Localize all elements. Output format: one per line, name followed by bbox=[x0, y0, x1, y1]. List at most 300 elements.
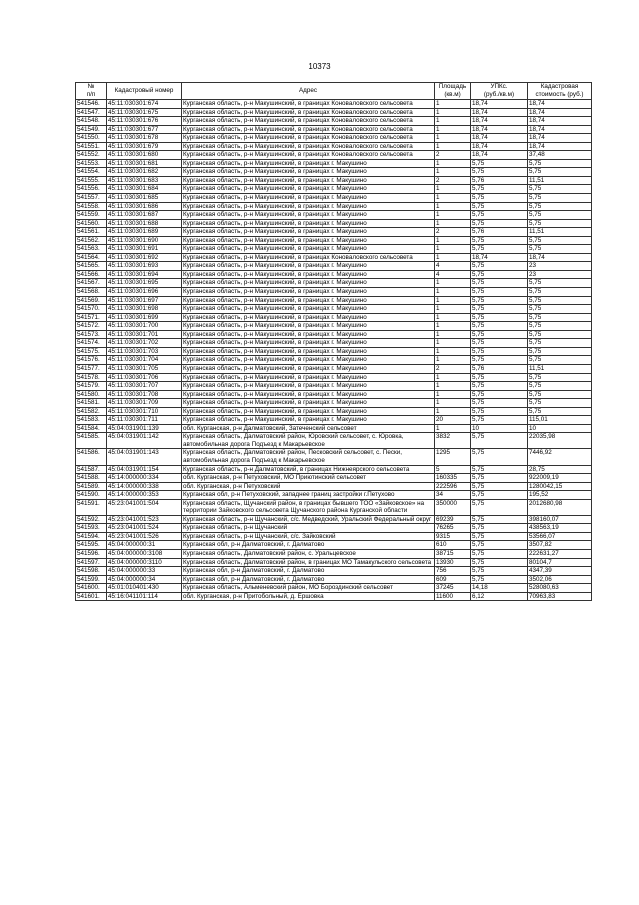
cadastral-number-cell: 45:23:041001:526 bbox=[107, 532, 182, 541]
cadastral-value-cell: 5,75 bbox=[528, 194, 592, 203]
cadastral-value-cell: 23 bbox=[528, 262, 592, 271]
cadastral-number-cell: 45:11:030301:711 bbox=[107, 416, 182, 425]
cadastral-number-cell: 45:11:030301:678 bbox=[107, 134, 182, 143]
unit-value-cell: 5,75 bbox=[471, 288, 528, 297]
unit-value-cell: 18,74 bbox=[471, 134, 528, 143]
area-cell: 1 bbox=[435, 279, 471, 288]
cadastral-number-cell: 45:04:000000:3108 bbox=[107, 549, 182, 558]
cadastral-number-cell: 45:11:030301:681 bbox=[107, 159, 182, 168]
cadastral-value-cell: 222631,27 bbox=[528, 549, 592, 558]
table-row bbox=[76, 592, 592, 601]
table-row bbox=[76, 382, 592, 391]
address-cell: обл. Курганская, р-н Петуховский bbox=[182, 482, 435, 491]
cadastral-value-cell: 5,75 bbox=[528, 382, 592, 391]
cadastral-number-cell: 45:04:031901:143 bbox=[107, 449, 182, 465]
address-cell: Курганская область, Далматовский район, в границах МО Тамакульского сельсовета bbox=[182, 558, 435, 567]
area-cell: 1 bbox=[435, 211, 471, 220]
cadastral-number-cell: 45:11:030301:679 bbox=[107, 142, 182, 151]
address-cell: Курганская область, р-н Макушинский, в границах г. Макушино bbox=[182, 339, 435, 348]
unit-value-cell: 5,76 bbox=[471, 228, 528, 237]
cadastral-value-cell: 5,75 bbox=[528, 245, 592, 254]
table-row bbox=[76, 100, 592, 109]
row-number-cell: 541600. bbox=[76, 584, 107, 593]
area-cell: 1 bbox=[435, 125, 471, 134]
cadastral-value-cell: 23 bbox=[528, 270, 592, 279]
row-number-cell: 541574. bbox=[76, 339, 107, 348]
area-cell: 2 bbox=[435, 228, 471, 237]
unit-value-cell: 5,75 bbox=[471, 270, 528, 279]
area-cell: 160335 bbox=[435, 474, 471, 483]
cadastral-number-cell: 45:04:031901:139 bbox=[107, 424, 182, 433]
table-row bbox=[76, 108, 592, 117]
unit-value-cell: 5,75 bbox=[471, 499, 528, 515]
row-number-cell: 541562. bbox=[76, 236, 107, 245]
unit-value-cell: 18,74 bbox=[471, 142, 528, 151]
area-cell: 5 bbox=[435, 465, 471, 474]
area-cell: 2 bbox=[435, 364, 471, 373]
unit-value-cell: 5,75 bbox=[471, 219, 528, 228]
address-cell: Курганская область, р-н Макушинский, в границах г. Макушино bbox=[182, 279, 435, 288]
cadastral-value-cell: 3507,82 bbox=[528, 541, 592, 550]
address-cell: Курганская область, р-н Макушинский, в границах Коноваловского сельсовета bbox=[182, 142, 435, 151]
address-cell: Курганская область, р-н Макушинский, в границах г. Макушино bbox=[182, 185, 435, 194]
area-cell: 37245 bbox=[435, 584, 471, 593]
unit-value-cell: 5,75 bbox=[471, 515, 528, 524]
address-cell: Курганская область, р-н Макушинский, в границах г. Макушино bbox=[182, 270, 435, 279]
row-number-cell: 541590. bbox=[76, 491, 107, 500]
row-number-cell: 541547. bbox=[76, 108, 107, 117]
unit-value-cell: 5,76 bbox=[471, 176, 528, 185]
row-number-cell: 541586. bbox=[76, 449, 107, 465]
address-cell: Курганская область, р-н Макушинский, в границах г. Макушино bbox=[182, 416, 435, 425]
row-number-cell: 541598. bbox=[76, 567, 107, 576]
area-cell: 1 bbox=[435, 194, 471, 203]
row-number-cell: 541568. bbox=[76, 288, 107, 297]
cadastral-number-cell: 45:11:030301:700 bbox=[107, 322, 182, 331]
cadastral-value-cell: 5,75 bbox=[528, 330, 592, 339]
area-cell: 1 bbox=[435, 424, 471, 433]
cadastral-value-cell: 18,74 bbox=[528, 100, 592, 109]
cadastral-number-cell: 45:14:000000:334 bbox=[107, 474, 182, 483]
table-header-row bbox=[76, 83, 592, 100]
cadastral-value-cell: 18,74 bbox=[528, 125, 592, 134]
area-cell: 1 bbox=[435, 168, 471, 177]
table-row bbox=[76, 399, 592, 408]
row-number-cell: 541548. bbox=[76, 117, 107, 126]
unit-value-cell: 18,74 bbox=[471, 117, 528, 126]
area-cell: 1 bbox=[435, 305, 471, 314]
unit-value-cell: 5,75 bbox=[471, 382, 528, 391]
table-body bbox=[76, 100, 592, 601]
row-number-cell: 541587. bbox=[76, 465, 107, 474]
cadastral-value-cell: 5,75 bbox=[528, 356, 592, 365]
area-cell: 1295 bbox=[435, 449, 471, 465]
cadastral-value-cell: 195,52 bbox=[528, 491, 592, 500]
row-number-cell: 541571. bbox=[76, 313, 107, 322]
cadastral-number-cell: 45:11:030301:705 bbox=[107, 364, 182, 373]
table-row bbox=[76, 159, 592, 168]
cadastral-value-cell: 5,75 bbox=[528, 322, 592, 331]
cadastral-number-cell: 45:11:030301:687 bbox=[107, 211, 182, 220]
address-cell: Курганская область, р-н Макушинский, в границах г. Макушино bbox=[182, 382, 435, 391]
table-row bbox=[76, 296, 592, 305]
address-cell: Курганская область, р-н Макушинский, в границах Коноваловского сельсовета bbox=[182, 253, 435, 262]
page-number: 10373 bbox=[308, 62, 331, 71]
area-cell: 2 bbox=[435, 176, 471, 185]
cadastral-value-cell: 2012680,98 bbox=[528, 499, 592, 515]
unit-value-cell: 5,75 bbox=[471, 305, 528, 314]
cadastral-value-cell: 53566,07 bbox=[528, 532, 592, 541]
area-cell: 9315 bbox=[435, 532, 471, 541]
area-cell: 1 bbox=[435, 142, 471, 151]
area-cell: 756 bbox=[435, 567, 471, 576]
unit-value-cell: 5,75 bbox=[471, 407, 528, 416]
row-number-cell: 541581. bbox=[76, 399, 107, 408]
area-cell: 1 bbox=[435, 330, 471, 339]
header-area: Площадь (кв.м) bbox=[435, 83, 471, 100]
cadastral-number-cell: 45:23:041001:524 bbox=[107, 524, 182, 533]
cadastral-value-cell: 18,74 bbox=[528, 142, 592, 151]
unit-value-cell: 5,75 bbox=[471, 245, 528, 254]
unit-value-cell: 6,12 bbox=[471, 592, 528, 601]
table-row bbox=[76, 499, 592, 515]
address-cell: Курганская область, р-н Макушинский, в границах г. Макушино bbox=[182, 296, 435, 305]
unit-value-cell: 5,75 bbox=[471, 339, 528, 348]
table-row bbox=[76, 245, 592, 254]
address-cell: Курганская область, Щучанский район, в границах бывшего ТОО «Зайковское» на территории Зайковского сельсовета Щучанского района Курганской области bbox=[182, 499, 435, 515]
row-number-cell: 541557. bbox=[76, 194, 107, 203]
address-cell: Курганская область, Далматовский район, с. Уральцевское bbox=[182, 549, 435, 558]
table-row bbox=[76, 253, 592, 262]
address-cell: Курганская область, р-н Макушинский, в границах Коноваловского сельсовета bbox=[182, 134, 435, 143]
address-cell: Курганская область, р-н Щучанский, с/с. Медведский, Уральский Федеральный округ bbox=[182, 515, 435, 524]
table-row bbox=[76, 482, 592, 491]
row-number-cell: 541577. bbox=[76, 364, 107, 373]
unit-value-cell: 18,74 bbox=[471, 100, 528, 109]
unit-value-cell: 18,74 bbox=[471, 253, 528, 262]
cadastral-value-cell: 115,01 bbox=[528, 416, 592, 425]
table-row bbox=[76, 134, 592, 143]
row-number-cell: 541564. bbox=[76, 253, 107, 262]
address-cell: Курганская обл, р-н Далматовский, г. Далматово bbox=[182, 567, 435, 576]
unit-value-cell: 18,74 bbox=[471, 151, 528, 160]
area-cell: 1 bbox=[435, 117, 471, 126]
cadastral-value-cell: 5,75 bbox=[528, 185, 592, 194]
cadastral-value-cell: 28,75 bbox=[528, 465, 592, 474]
table-row bbox=[76, 322, 592, 331]
unit-value-cell: 5,75 bbox=[471, 524, 528, 533]
table-row bbox=[76, 211, 592, 220]
unit-value-cell: 5,75 bbox=[471, 416, 528, 425]
address-cell: Курганская область, р-н Щучанский, с/с. Зайковский bbox=[182, 532, 435, 541]
table-row bbox=[76, 449, 592, 465]
address-cell: Курганская область, р-н Макушинский, в границах г. Макушино bbox=[182, 219, 435, 228]
row-number-cell: 541576. bbox=[76, 356, 107, 365]
row-number-cell: 541588. bbox=[76, 474, 107, 483]
cadastral-value-cell: 5,75 bbox=[528, 305, 592, 314]
area-cell: 350000 bbox=[435, 499, 471, 515]
cadastral-value-cell: 37,48 bbox=[528, 151, 592, 160]
cadastral-value-cell: 5,75 bbox=[528, 279, 592, 288]
row-number-cell: 541569. bbox=[76, 296, 107, 305]
unit-value-cell: 5,75 bbox=[471, 433, 528, 449]
row-number-cell: 541580. bbox=[76, 390, 107, 399]
table-row bbox=[76, 228, 592, 237]
row-number-cell: 541556. bbox=[76, 185, 107, 194]
cadastral-number-cell: 45:11:030301:689 bbox=[107, 228, 182, 237]
cadastral-value-cell: 11,51 bbox=[528, 228, 592, 237]
unit-value-cell: 5,75 bbox=[471, 482, 528, 491]
unit-value-cell: 5,75 bbox=[471, 399, 528, 408]
address-cell: Курганская область, р-н Макушинский, в границах г. Макушино bbox=[182, 262, 435, 271]
area-cell: 4 bbox=[435, 270, 471, 279]
unit-value-cell: 5,75 bbox=[471, 567, 528, 576]
area-cell: 1 bbox=[435, 399, 471, 408]
cadastral-value-cell: 7446,92 bbox=[528, 449, 592, 465]
address-cell: Курганская область, Далматовский район, Песковский сельсовет, с. Пески, автомобильная дорога Подъезд к Макарьевское bbox=[182, 449, 435, 465]
unit-value-cell: 5,75 bbox=[471, 159, 528, 168]
header-row-number: № п/п bbox=[76, 83, 107, 100]
address-cell: Курганская область, р-н Макушинский, в границах г. Макушино bbox=[182, 347, 435, 356]
table-row bbox=[76, 474, 592, 483]
row-number-cell: 541583. bbox=[76, 416, 107, 425]
unit-value-cell: 5,75 bbox=[471, 236, 528, 245]
cadastral-number-cell: 45:11:030301:691 bbox=[107, 245, 182, 254]
address-cell: Курганская область, р-н Макушинский, в границах г. Макушино bbox=[182, 168, 435, 177]
cadastral-number-cell: 45:23:041001:504 bbox=[107, 499, 182, 515]
address-cell: Курганская область, р-н Макушинский, в границах г. Макушино bbox=[182, 176, 435, 185]
area-cell: 1 bbox=[435, 382, 471, 391]
cadastral-number-cell: 45:11:030301:675 bbox=[107, 108, 182, 117]
cadastral-value-cell: 70963,83 bbox=[528, 592, 592, 601]
row-number-cell: 541601. bbox=[76, 592, 107, 601]
cadastral-number-cell: 45:14:000000:338 bbox=[107, 482, 182, 491]
area-cell: 3832 bbox=[435, 433, 471, 449]
table-row bbox=[76, 549, 592, 558]
table-row bbox=[76, 202, 592, 211]
row-number-cell: 541578. bbox=[76, 373, 107, 382]
cadastral-value-cell: 5,75 bbox=[528, 373, 592, 382]
unit-value-cell: 5,75 bbox=[471, 549, 528, 558]
cadastral-register-table bbox=[75, 82, 592, 601]
row-number-cell: 541570. bbox=[76, 305, 107, 314]
area-cell: 38715 bbox=[435, 549, 471, 558]
address-cell: Курганская область, Альменевский район, МО Бороздинский сельсовет bbox=[182, 584, 435, 593]
address-cell: Курганская область, р-н Макушинский, в границах Коноваловского сельсовета bbox=[182, 117, 435, 126]
cadastral-number-cell: 45:11:030301:699 bbox=[107, 313, 182, 322]
row-number-cell: 541558. bbox=[76, 202, 107, 211]
cadastral-number-cell: 45:11:030301:706 bbox=[107, 373, 182, 382]
table-row bbox=[76, 270, 592, 279]
address-cell: обл. Курганская, р-н Далматовский, Затеченский сельсовет bbox=[182, 424, 435, 433]
unit-value-cell: 5,75 bbox=[471, 474, 528, 483]
unit-value-cell: 5,75 bbox=[471, 279, 528, 288]
cadastral-value-cell: 5,75 bbox=[528, 399, 592, 408]
cadastral-value-cell: 3502,06 bbox=[528, 575, 592, 584]
cadastral-value-cell: 5,75 bbox=[528, 390, 592, 399]
area-cell: 609 bbox=[435, 575, 471, 584]
cadastral-number-cell: 45:04:000000:33 bbox=[107, 567, 182, 576]
row-number-cell: 541572. bbox=[76, 322, 107, 331]
header-address: Адрес bbox=[182, 83, 435, 100]
table-row bbox=[76, 584, 592, 593]
unit-value-cell: 5,75 bbox=[471, 211, 528, 220]
area-cell: 11600 bbox=[435, 592, 471, 601]
area-cell: 4 bbox=[435, 262, 471, 271]
cadastral-number-cell: 45:11:030301:697 bbox=[107, 296, 182, 305]
area-cell: 222596 bbox=[435, 482, 471, 491]
area-cell: 1 bbox=[435, 322, 471, 331]
unit-value-cell: 5,75 bbox=[471, 168, 528, 177]
unit-value-cell: 18,74 bbox=[471, 108, 528, 117]
row-number-cell: 541592. bbox=[76, 515, 107, 524]
address-cell: Курганская область, р-н Макушинский, в границах г. Макушино bbox=[182, 245, 435, 254]
cadastral-number-cell: 45:11:030301:710 bbox=[107, 407, 182, 416]
unit-value-cell: 5,75 bbox=[471, 390, 528, 399]
cadastral-value-cell: 528080,63 bbox=[528, 584, 592, 593]
cadastral-number-cell: 45:11:030301:677 bbox=[107, 125, 182, 134]
unit-value-cell: 5,76 bbox=[471, 364, 528, 373]
address-cell: Курганская область, р-н Макушинский, в границах г. Макушино bbox=[182, 364, 435, 373]
row-number-cell: 541566. bbox=[76, 270, 107, 279]
area-cell: 1 bbox=[435, 159, 471, 168]
area-cell: 1 bbox=[435, 202, 471, 211]
header-cadastral-number: Кадастровый номер bbox=[107, 83, 182, 100]
row-number-cell: 541579. bbox=[76, 382, 107, 391]
cadastral-value-cell: 5,75 bbox=[528, 296, 592, 305]
area-cell: 1 bbox=[435, 339, 471, 348]
address-cell: обл. Курганская, р-н Петуховский, МО Приютинский сельсовет bbox=[182, 474, 435, 483]
address-cell: Курганская область, р-н Макушинский, в границах г. Макушино bbox=[182, 194, 435, 203]
cadastral-value-cell: 18,74 bbox=[528, 108, 592, 117]
cadastral-value-cell: 5,75 bbox=[528, 211, 592, 220]
area-cell: 76265 bbox=[435, 524, 471, 533]
table-row bbox=[76, 532, 592, 541]
row-number-cell: 541551. bbox=[76, 142, 107, 151]
area-cell: 34 bbox=[435, 491, 471, 500]
table-row bbox=[76, 219, 592, 228]
row-number-cell: 541582. bbox=[76, 407, 107, 416]
address-cell: Курганская область, р-н Макушинский, в границах Коноваловского сельсовета bbox=[182, 108, 435, 117]
cadastral-number-cell: 45:11:030301:708 bbox=[107, 390, 182, 399]
address-cell: Курганская область, р-н Макушинский, в границах г. Макушино bbox=[182, 330, 435, 339]
cadastral-value-cell: 5,75 bbox=[528, 219, 592, 228]
address-cell: Курганская область, р-н Макушинский, в границах г. Макушино bbox=[182, 399, 435, 408]
address-cell: Курганская область, Далматовский район, Юровский сельсовет, с. Юровка, автомобильная дорога Подъезд к Макарьевское bbox=[182, 433, 435, 449]
unit-value-cell: 18,74 bbox=[471, 125, 528, 134]
cadastral-number-cell: 45:04:000000:31 bbox=[107, 541, 182, 550]
address-cell: Курганская область, р-н Макушинский, в границах г. Макушино bbox=[182, 211, 435, 220]
area-cell: 69239 bbox=[435, 515, 471, 524]
unit-value-cell: 14,18 bbox=[471, 584, 528, 593]
address-cell: Курганская область, р-н Макушинский, в границах Коноваловского сельсовета bbox=[182, 100, 435, 109]
row-number-cell: 541575. bbox=[76, 347, 107, 356]
row-number-cell: 541595. bbox=[76, 541, 107, 550]
row-number-cell: 541596. bbox=[76, 549, 107, 558]
unit-value-cell: 5,75 bbox=[471, 449, 528, 465]
address-cell: Курганская область, р-н Макушинский, в границах г. Макушино bbox=[182, 202, 435, 211]
cadastral-number-cell: 45:11:030301:676 bbox=[107, 117, 182, 126]
cadastral-number-cell: 45:11:030301:690 bbox=[107, 236, 182, 245]
area-cell: 1 bbox=[435, 288, 471, 297]
row-number-cell: 541599. bbox=[76, 575, 107, 584]
cadastral-number-cell: 45:14:000000:353 bbox=[107, 491, 182, 500]
table-row bbox=[76, 407, 592, 416]
row-number-cell: 541567. bbox=[76, 279, 107, 288]
cadastral-number-cell: 45:11:030301:693 bbox=[107, 262, 182, 271]
address-cell: Курганская обл, р-н Далматовский, г. Далматово bbox=[182, 541, 435, 550]
cadastral-number-cell: 45:11:030301:698 bbox=[107, 305, 182, 314]
row-number-cell: 541585. bbox=[76, 433, 107, 449]
unit-value-cell: 5,75 bbox=[471, 330, 528, 339]
cadastral-number-cell: 45:01:010401:430 bbox=[107, 584, 182, 593]
area-cell: 1 bbox=[435, 185, 471, 194]
area-cell: 1 bbox=[435, 245, 471, 254]
area-cell: 1 bbox=[435, 313, 471, 322]
table-row bbox=[76, 168, 592, 177]
address-cell: Курганская область, р-н Макушинский, в границах г. Макушино bbox=[182, 390, 435, 399]
cadastral-number-cell: 45:23:041001:523 bbox=[107, 515, 182, 524]
cadastral-number-cell: 45:04:031901:154 bbox=[107, 465, 182, 474]
table-row bbox=[76, 185, 592, 194]
table-row bbox=[76, 151, 592, 160]
row-number-cell: 541561. bbox=[76, 228, 107, 237]
row-number-cell: 541549. bbox=[76, 125, 107, 134]
header-unit-value: УПКс. (руб./кв.м) bbox=[471, 83, 528, 100]
cadastral-number-cell: 45:11:030301:688 bbox=[107, 219, 182, 228]
unit-value-cell: 5,75 bbox=[471, 465, 528, 474]
row-number-cell: 541553. bbox=[76, 159, 107, 168]
cadastral-value-cell: 11,51 bbox=[528, 176, 592, 185]
unit-value-cell: 5,75 bbox=[471, 313, 528, 322]
table-row bbox=[76, 356, 592, 365]
cadastral-number-cell: 45:11:030301:692 bbox=[107, 253, 182, 262]
cadastral-number-cell: 45:11:030301:703 bbox=[107, 347, 182, 356]
address-cell: Курганская область, р-н Далматовский, в границах Нижнеярского сельсовета bbox=[182, 465, 435, 474]
row-number-cell: 541589. bbox=[76, 482, 107, 491]
area-cell: 610 bbox=[435, 541, 471, 550]
cadastral-number-cell: 45:11:030301:695 bbox=[107, 279, 182, 288]
table-row bbox=[76, 541, 592, 550]
unit-value-cell: 5,75 bbox=[471, 296, 528, 305]
cadastral-value-cell: 5,75 bbox=[528, 288, 592, 297]
cadastral-value-cell: 18,74 bbox=[528, 134, 592, 143]
cadastral-number-cell: 45:11:030301:680 bbox=[107, 151, 182, 160]
table-row bbox=[76, 262, 592, 271]
table-row bbox=[76, 364, 592, 373]
row-number-cell: 541560. bbox=[76, 219, 107, 228]
area-cell: 1 bbox=[435, 134, 471, 143]
table-row bbox=[76, 313, 592, 322]
table-row bbox=[76, 125, 592, 134]
area-cell: 20 bbox=[435, 416, 471, 425]
row-number-cell: 541584. bbox=[76, 424, 107, 433]
cadastral-value-cell: 5,75 bbox=[528, 202, 592, 211]
row-number-cell: 541554. bbox=[76, 168, 107, 177]
area-cell: 2 bbox=[435, 151, 471, 160]
unit-value-cell: 5,75 bbox=[471, 322, 528, 331]
header-cadastral-value: Кадастровая стоимость (руб.) bbox=[528, 83, 592, 100]
table-row bbox=[76, 390, 592, 399]
unit-value-cell: 10 bbox=[471, 424, 528, 433]
area-cell: 1 bbox=[435, 296, 471, 305]
cadastral-number-cell: 45:11:030301:702 bbox=[107, 339, 182, 348]
cadastral-value-cell: 922009,19 bbox=[528, 474, 592, 483]
cadastral-value-cell: 5,75 bbox=[528, 168, 592, 177]
address-cell: Курганская область, р-н Щучанский bbox=[182, 524, 435, 533]
table-row bbox=[76, 288, 592, 297]
address-cell: Курганская область, р-н Макушинский, в границах г. Макушино bbox=[182, 356, 435, 365]
